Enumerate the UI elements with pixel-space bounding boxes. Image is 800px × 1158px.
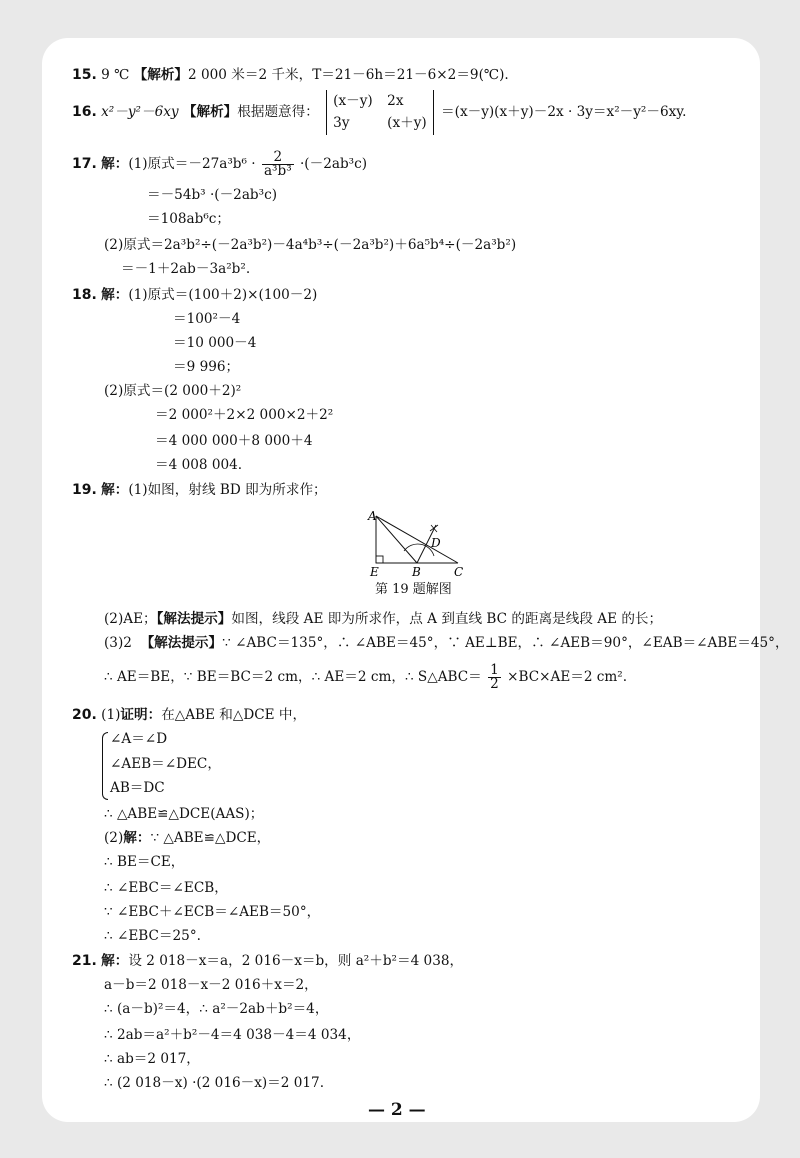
q18-number: 18.	[72, 287, 97, 303]
q16-line	[72, 90, 686, 135]
label-A: A	[368, 509, 377, 523]
q20-line-3	[104, 829, 270, 847]
q21-line-4: ∴ 2ab＝a²＋b²－4＝4 038－4＝4 034，	[104, 1027, 361, 1043]
q15-line	[72, 66, 509, 84]
q19-step4a: ∴ AE＝BE，∵ BE＝BC＝2 cm，∴ AE＝2 cm，∴ S△ABC＝	[104, 669, 482, 685]
page-number: — 2 —	[368, 1100, 426, 1120]
q20-line-5: ∴ ∠EBC＝∠ECB，	[104, 880, 228, 896]
q19-line-2	[104, 610, 662, 628]
q16-result: ＝(x－y)(x＋y)－2x · 3y＝x²－y²－6xy.	[441, 104, 687, 120]
q18-label: 解：	[101, 287, 129, 303]
q17-frac-num: 2	[262, 151, 294, 165]
q16-analysis-tag: 【解析】	[182, 104, 238, 120]
q19-line-1	[72, 481, 327, 499]
q17-fraction	[262, 151, 294, 178]
q17-frac-den: a³b³	[263, 163, 292, 179]
q15-number: 15.	[72, 67, 97, 83]
label-C: C	[454, 565, 464, 578]
q19-fraction	[488, 664, 501, 691]
q20-intro: 在△ABE 和△DCE 中，	[161, 707, 307, 723]
q19-step2-answer: (2)AE；	[104, 611, 157, 627]
construction-arc	[404, 544, 434, 556]
q19-figure	[360, 506, 470, 578]
q20-solve-label: 解：	[123, 830, 151, 846]
q20-condition-3: AB＝DC	[110, 780, 165, 796]
q18-line-6: ＝2 000²＋2×2 000×2＋2²	[155, 407, 334, 423]
q19-label: 解：	[101, 482, 129, 498]
det-a11: (x－y)	[333, 93, 373, 109]
q18-line-8: ＝4 008 004.	[155, 457, 243, 473]
q20-condition-1: ∠A＝∠D	[110, 731, 168, 747]
q21-line-5: ∴ ab＝2 017，	[104, 1051, 200, 1067]
q17-line-1	[72, 150, 367, 178]
q19-number: 19.	[72, 482, 97, 498]
q21-line-6: ∴ (2 018－x) ·(2 016－x)＝2 017.	[104, 1075, 325, 1091]
q19-step3-answer: (3)2	[104, 635, 132, 651]
q18-line-1	[72, 286, 317, 304]
q17-label: 解：	[101, 156, 129, 172]
q19-frac-den: 2	[490, 676, 499, 692]
construction-mark	[430, 525, 438, 532]
q16-number: 16.	[72, 104, 97, 120]
q17-line-3: ＝108ab⁶c；	[147, 211, 231, 227]
q20-proof-label: 证明：	[120, 707, 162, 723]
q19-step2-tag: 【解法提示】	[156, 611, 232, 627]
q15-text: 2 000 米＝2 千米，T＝21－6h＝21－6×2＝9(℃).	[188, 67, 509, 83]
q21-number: 21.	[72, 953, 97, 969]
segment-AC	[376, 516, 458, 563]
q15-analysis-tag: 【解析】	[133, 67, 189, 83]
q19-step4b: ×BC×AE＝2 cm².	[507, 669, 628, 685]
label-E: E	[370, 565, 379, 578]
q19-line-4	[104, 662, 627, 692]
q20-line-7: ∴ ∠EBC＝25°.	[104, 928, 201, 944]
q20-part1: (1)	[101, 707, 121, 723]
q18-line-7: ＝4 000 000＋8 000＋4	[155, 433, 313, 449]
q20-condition-2: ∠AEB＝∠DEC，	[110, 756, 221, 772]
det-a22: (x＋y)	[387, 115, 427, 131]
q17-step1b: ·(－2ab³c)	[299, 156, 368, 172]
q15-answer: 9 ℃	[101, 67, 130, 83]
q21-line-2: a－b＝2 018－x－2 016＋x＝2，	[104, 977, 318, 993]
q18-step1: (1)原式＝(100＋2)×(100－2)	[128, 287, 318, 303]
q20-line-1	[72, 706, 306, 724]
right-angle-mark	[376, 556, 383, 563]
q21-line-1	[72, 952, 463, 970]
q16-answer: x²－y²－6xy	[101, 104, 179, 120]
q19-step2-text: 如图，线段 AE 即为所求作，点 A 到直线 BC 的距离是线段 AE 的长；	[231, 611, 663, 627]
det-a21: 3y	[333, 115, 350, 131]
q20-brace	[102, 732, 108, 800]
q18-line-5: (2)原式＝(2 000＋2)²	[104, 383, 242, 399]
q19-line-3	[104, 634, 789, 652]
label-D: D	[431, 536, 441, 550]
q20-line-4: ∴ BE＝CE，	[104, 854, 185, 870]
q18-line-2: ＝100²－4	[173, 311, 241, 327]
q19-figure-caption: 第 19 题解图	[375, 582, 452, 597]
q20-part2-text: ∵ △ABE≌△DCE，	[150, 830, 271, 846]
q20-number: 20.	[72, 707, 97, 723]
q21-label: 解：	[101, 953, 129, 969]
q17-step1a: (1)原式＝－27a³b⁶ ·	[128, 156, 256, 172]
q17-line-5: ＝－1＋2ab－3a²b².	[121, 261, 251, 277]
q21-step1: 设 2 018－x＝a，2 016－x＝b，则 a²＋b²＝4 038，	[128, 953, 464, 969]
q16-determinant	[326, 90, 434, 135]
q19-step3-text: ∵ ∠ABC＝135°，∴ ∠ABE＝45°，∵ AE⊥BE，∴ ∠AEB＝90°，∠EAB＝∠ABE＝45°，	[222, 635, 789, 651]
label-B: B	[412, 565, 421, 578]
q16-intro: 根据题意得：	[237, 104, 319, 120]
q18-line-3: ＝10 000－4	[173, 335, 257, 351]
q19-step1: (1)如图，射线 BD 即为所求作；	[128, 482, 327, 498]
q21-line-3: ∴ (a－b)²＝4，∴ a²－2ab＋b²＝4，	[104, 1001, 329, 1017]
q17-line-4: (2)原式＝2a³b²÷(－2a³b²)－4a⁴b³÷(－2a³b²)＋6a⁵b⁴÷(－2a³b²)	[104, 237, 517, 253]
q20-line-2: ∴ △ABE≌△DCE(AAS)；	[104, 806, 264, 822]
q19-step3-tag: 【解法提示】	[140, 635, 223, 651]
q17-line-2: ＝－54b³ ·(－2ab³c)	[147, 187, 277, 203]
q19-frac-num: 1	[490, 662, 499, 678]
q20-line-6: ∵ ∠EBC＋∠ECB＝∠AEB＝50°，	[104, 904, 321, 920]
det-a12: 2x	[387, 93, 404, 109]
q17-number: 17.	[72, 156, 97, 172]
q18-line-4: ＝9 996；	[173, 359, 240, 375]
q20-part2: (2)	[104, 830, 124, 846]
